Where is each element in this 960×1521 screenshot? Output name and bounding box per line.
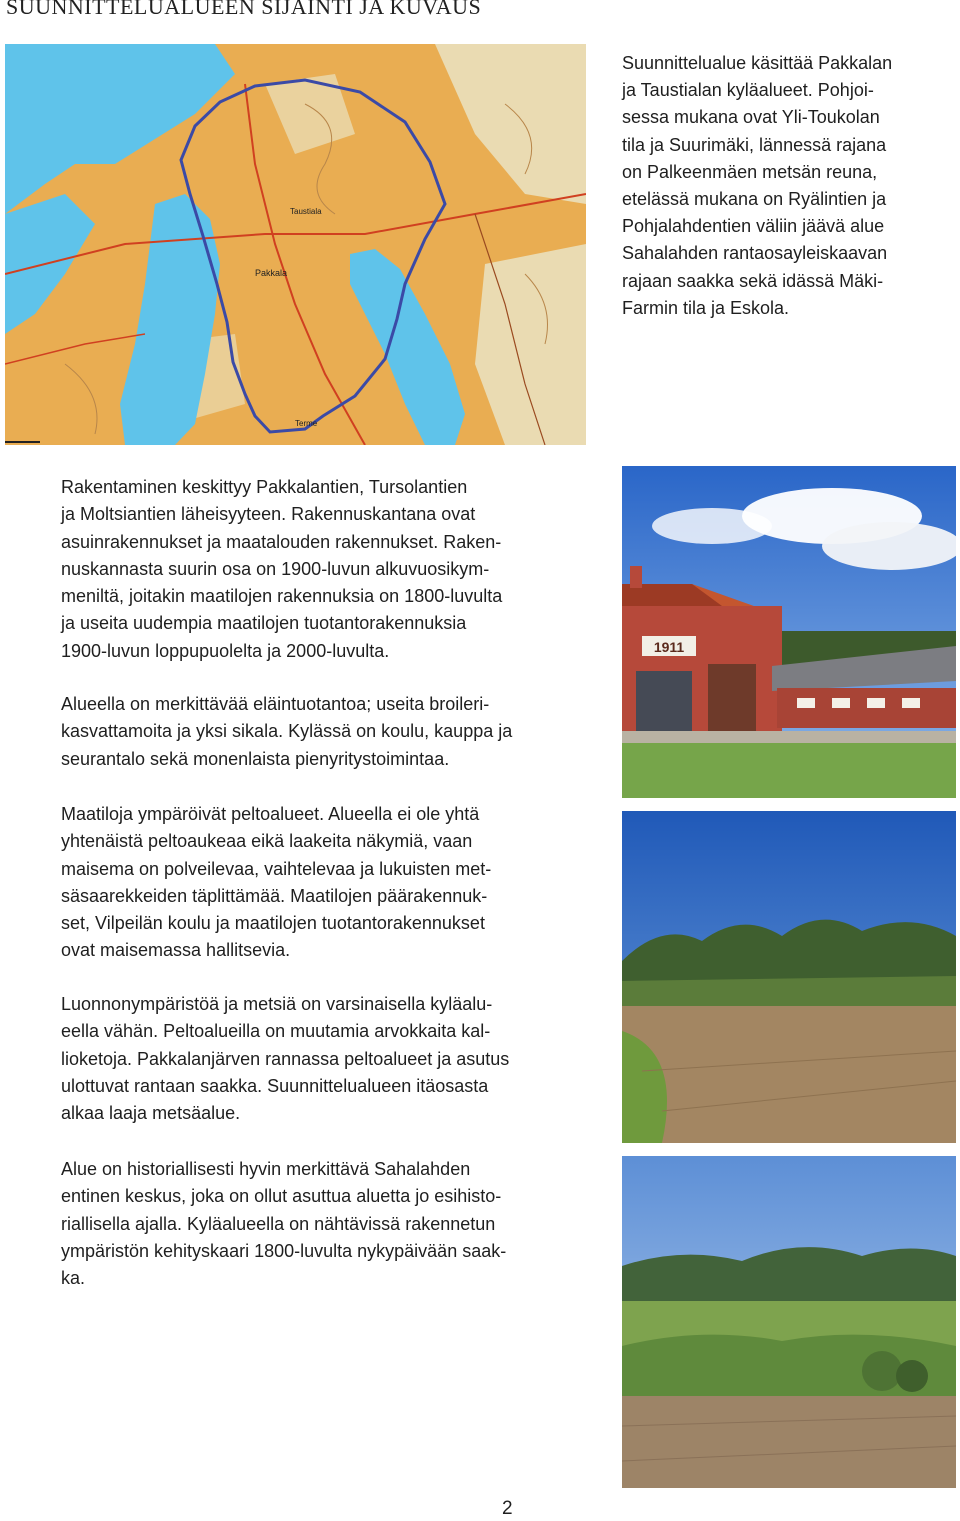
map-graphic [5, 44, 586, 445]
map-label-terme: Terme [295, 419, 318, 428]
map-label-pakkala: Pakkala [255, 268, 288, 278]
intro-text: Suunnittelualue käsittää Pakkalan ja Taustialan kyläalueet. Pohjoi- sessa mukana ovat Yli-Toukolan tila ja Suurimäki, lännessä rajana on Palkeenmäen metsän reuna, etelässä mukana on Ryälintien ja Pohjalahdentien väliin jäävä alue Sahalahden rantaosayleiskaavan rajaan saakka sekä idässä Mäki- Farmin tila ja Eskola. [622, 53, 893, 318]
map-label-taustiala: Taustiala [290, 207, 322, 216]
page-number: 2 [502, 1498, 513, 1519]
paragraph-fields: Maatiloja ympäröivät peltoalueet. Alueella ei ole yhtä yhtenäistä peltoaukeaa eikä laakeita näkymiä, vaan maisema on polveilevaa, vaihtelevaa ja lukuisten met- säsaarekkeiden täplittämää. Maatilojen päärakennuk- set, Vilpeilän koulu ja maatilojen tuotantorakennukset ovat maisemassa hallitsevia. [61, 804, 492, 961]
photo-farm-buildings [622, 466, 956, 798]
paragraph-nature: Luonnonympäristöä ja metsiä on varsinaisella kyläalu- eella vähän. Peltoalueilla on muutamia arvokkaita kal- lioketoja. Pakkalanjärven rannassa peltoalueet ja asutus ulottuvat rantaan saakka. Suunnittelualueen itäosasta alkaa laaja metsäalue. [61, 994, 510, 1124]
paragraph-history: Alue on historiallisesti hyvin merkittävä Sahalahden entinen keskus, joka on ollut asuttua aluetta jo esihisto- riallisella ajalla. Kyläalueella on nähtävissä rakennetun ympäristön kehityskaari 1800-luvulta nykypäivään saak- ka. [61, 1159, 507, 1289]
page-title: SUUNNITTELUALUEEN SIJAINTI JA KUVAUS [6, 0, 482, 19]
photo-plowed-field [622, 811, 956, 1143]
location-map [5, 44, 586, 445]
paragraph-buildings: Rakentaminen keskittyy Pakkalantien, Tursolantien ja Moltsiantien läheisyyteen. Rakennuskantana ovat asuinrakennukset ja maatalouden rakennukset. Raken- nuskannasta suurin osa on 1900-luvun alkuvuosikym- meniltä, joitakin maatilojen rakennuksia on 1800-luvulta ja useita uudempia maatilojen tuotantorakennuksia 1900-luvun loppupuolelta ja 2000-luvulta. [61, 477, 503, 661]
paragraph-livestock: Alueella on merkittävää eläintuotantoa; useita broileri- kasvattamoita ja yksi sikala. Kylässä on koulu, kauppa ja seurantalo sekä monenlaista pienyritystoimintaa. [61, 694, 513, 769]
barn-year-sign: 1911 [653, 639, 685, 655]
photo-rolling-landscape [622, 1156, 956, 1488]
